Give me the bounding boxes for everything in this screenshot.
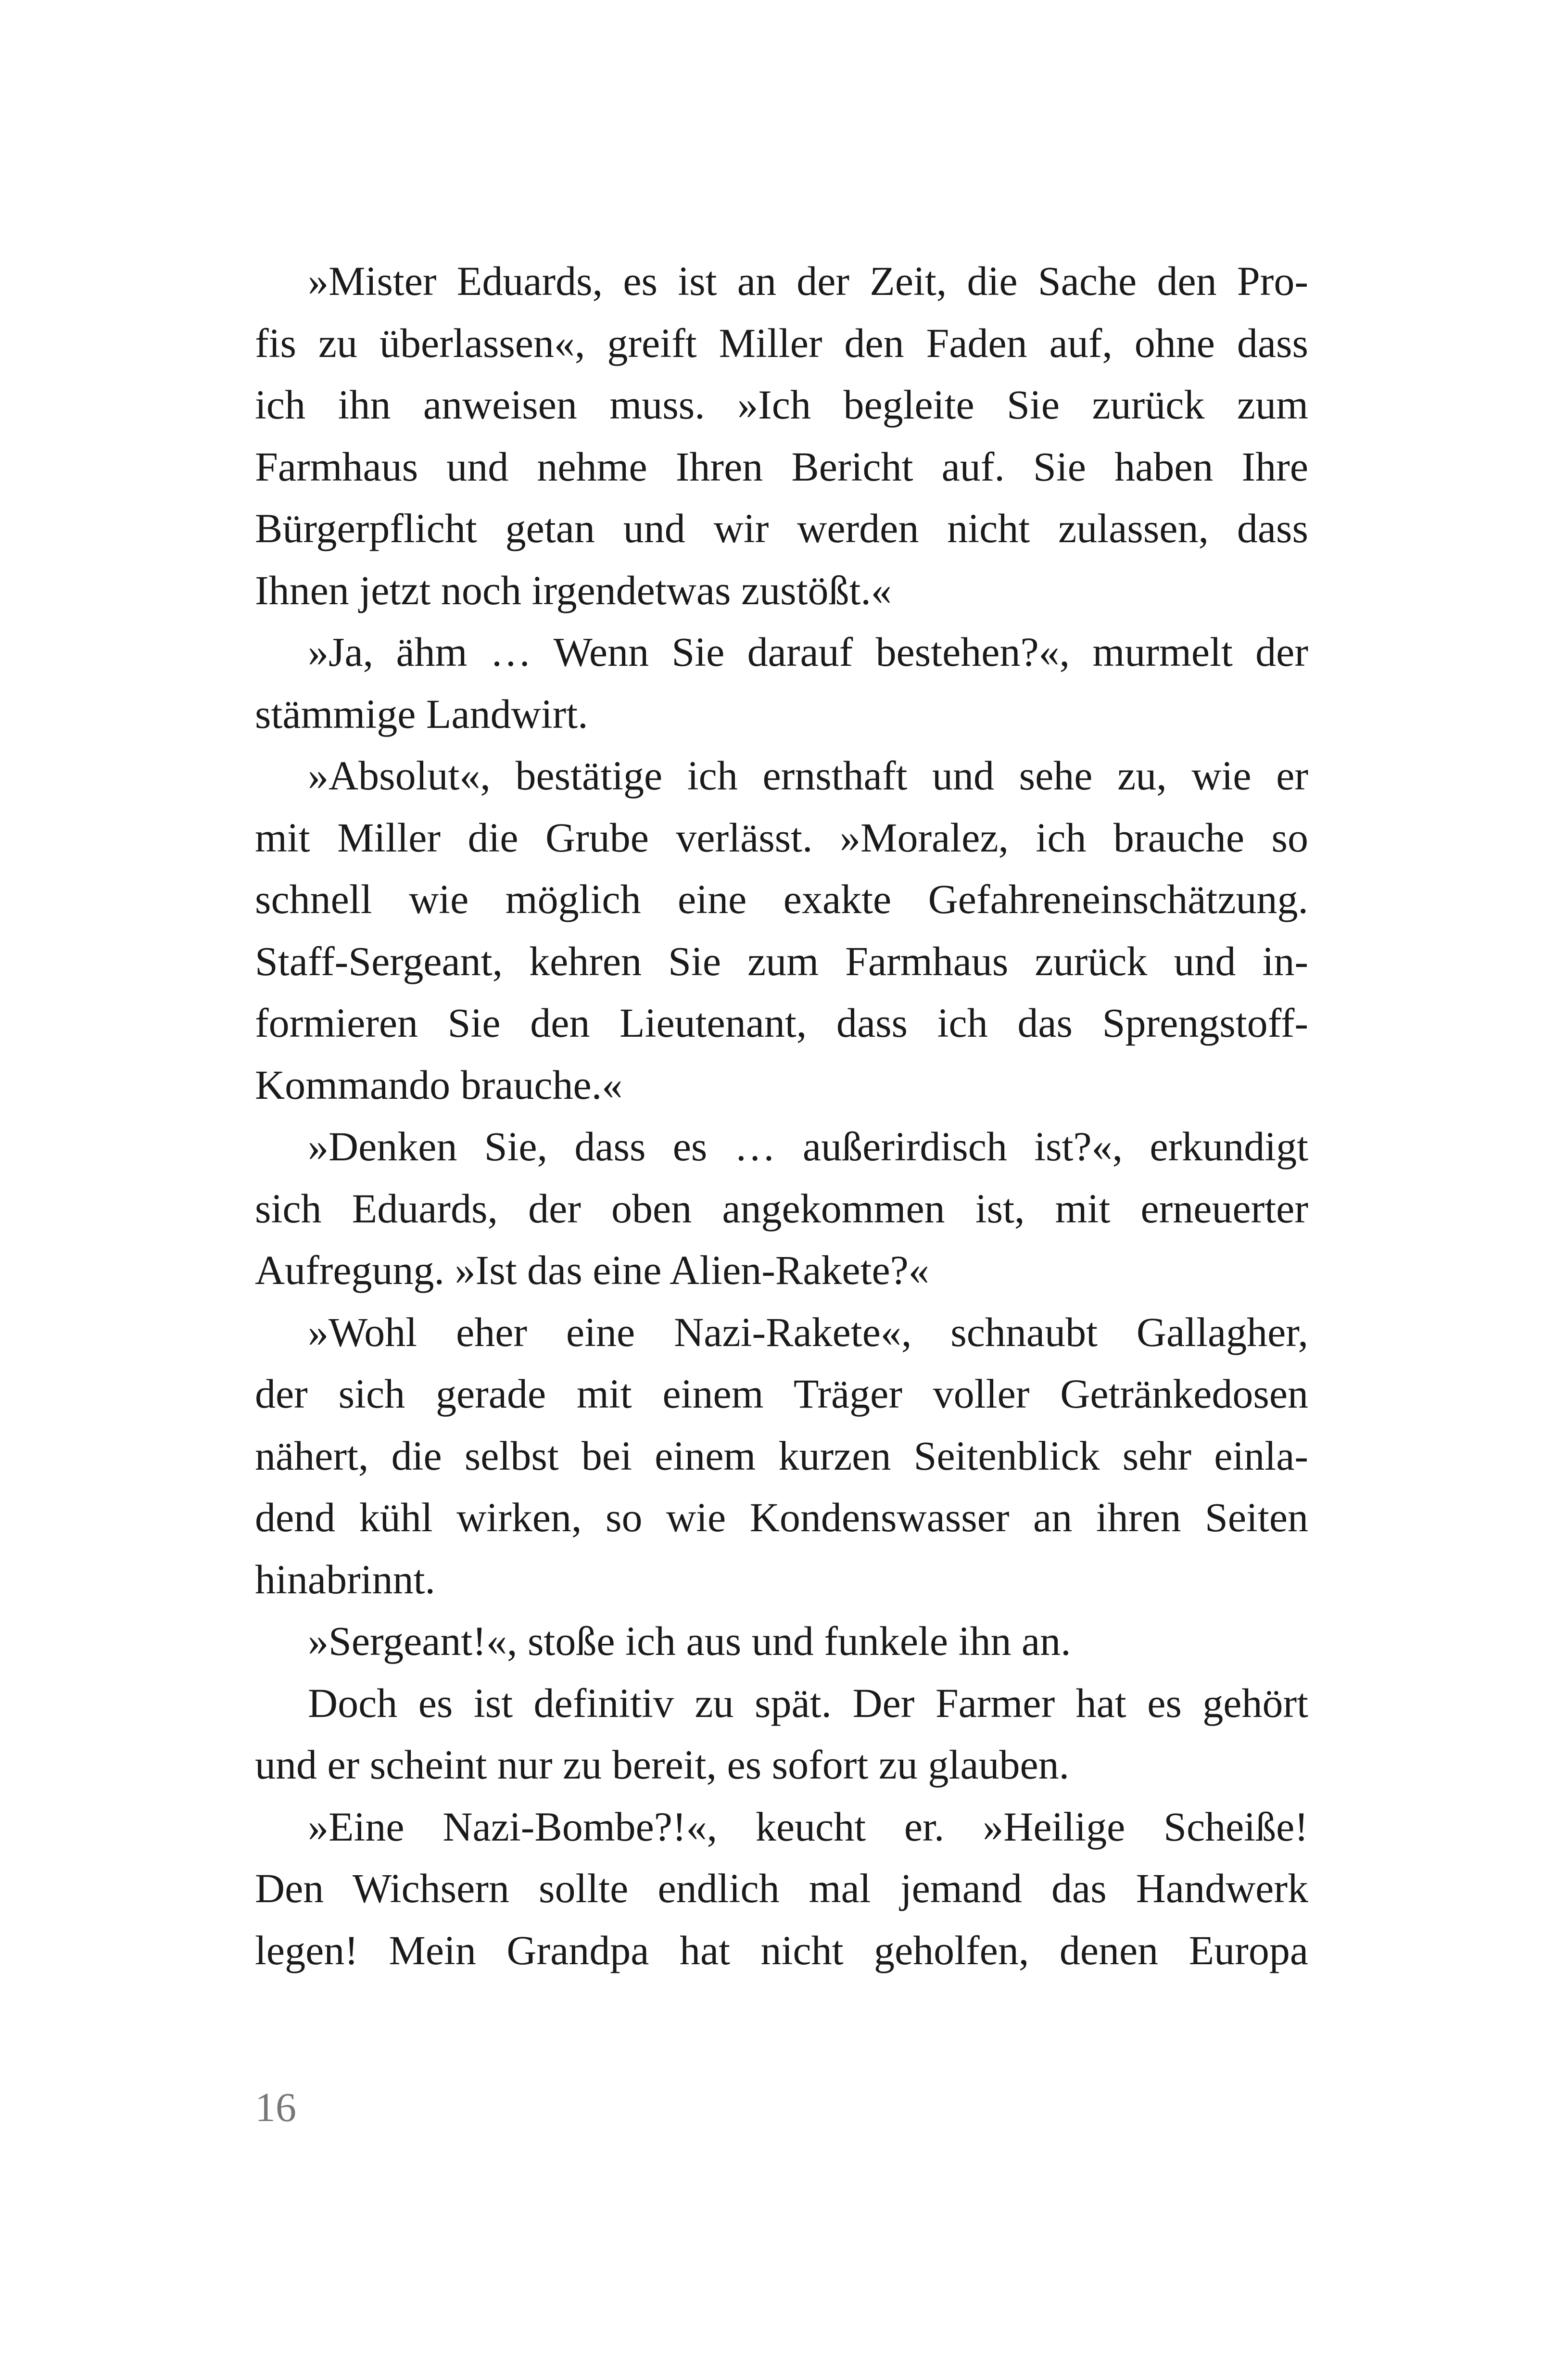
text-line: Staff-Sergeant, kehren Sie zum Farmhaus zurück und in- [255,938,1308,984]
text-line: schnell wie möglich eine exakte Gefahreneinschätzung. [255,876,1308,922]
page-number: 16 [255,2084,296,2130]
text-line: Den Wichsern sollte endlich mal jemand das Handwerk [255,1865,1308,1911]
text-line: Kommando brauche.« [255,1061,623,1108]
text-line: stämmige Landwirt. [255,690,588,737]
text-line: hinabrinnt. [255,1556,435,1602]
text-line: »Eine Nazi-Bombe?!«, keucht er. »Heilige Scheiße! [308,1803,1308,1850]
text-line: dend kühl wirken, so wie Kondenswasser an ihren Seiten [255,1494,1308,1540]
text-line: »Absolut«, bestätige ich ernsthaft und sehe zu, wie er [308,752,1308,799]
text-line: und er scheint nur zu bereit, es sofort zu glauben. [255,1741,1070,1788]
text-line: Aufregung. »Ist das eine Alien-Rakete?« [255,1247,929,1293]
text-line: legen! Mein Grandpa hat nicht geholfen, denen Europa [255,1927,1308,1973]
text-line: »Denken Sie, dass es … außerirdisch ist?«, erkundigt [308,1123,1308,1169]
text-line: ich ihn anweisen muss. »Ich begleite Sie zurück zum [255,381,1308,428]
body-text [255,250,1308,1981]
text-line: Bürgerpflicht getan und wir werden nicht zulassen, dass [255,505,1308,551]
text-line: mit Miller die Grube verlässt. »Moralez, ich brauche so [255,814,1308,861]
text-line: »Mister Eduards, es ist an der Zeit, die Sache den Pro- [308,258,1308,304]
text-line: Ihnen jetzt noch irgendetwas zustößt.« [255,567,892,613]
text-line: sich Eduards, der oben angekommen ist, mit erneuerter [255,1185,1308,1232]
text-line: Doch es ist definitiv zu spät. Der Farmer hat es gehört [308,1679,1308,1726]
text-line: »Ja, ähm … Wenn Sie darauf bestehen?«, murmelt der [308,629,1308,675]
text-line: fis zu überlassen«, greift Miller den Faden auf, ohne dass [255,319,1308,366]
text-line: »Sergeant!«, stoße ich aus und funkele ihn an. [308,1618,1071,1664]
text-line: Farmhaus und nehme Ihren Bericht auf. Sie haben Ihre [255,443,1308,490]
text-line: »Wohl eher eine Nazi-Rakete«, schnaubt Gallagher, [308,1309,1308,1355]
text-line: der sich gerade mit einem Träger voller Getränkedosen [255,1371,1308,1417]
text-line: formieren Sie den Lieutenant, dass ich das Sprengstoff- [255,1000,1308,1046]
text-line: nähert, die selbst bei einem kurzen Seitenblick sehr einla- [255,1432,1308,1479]
